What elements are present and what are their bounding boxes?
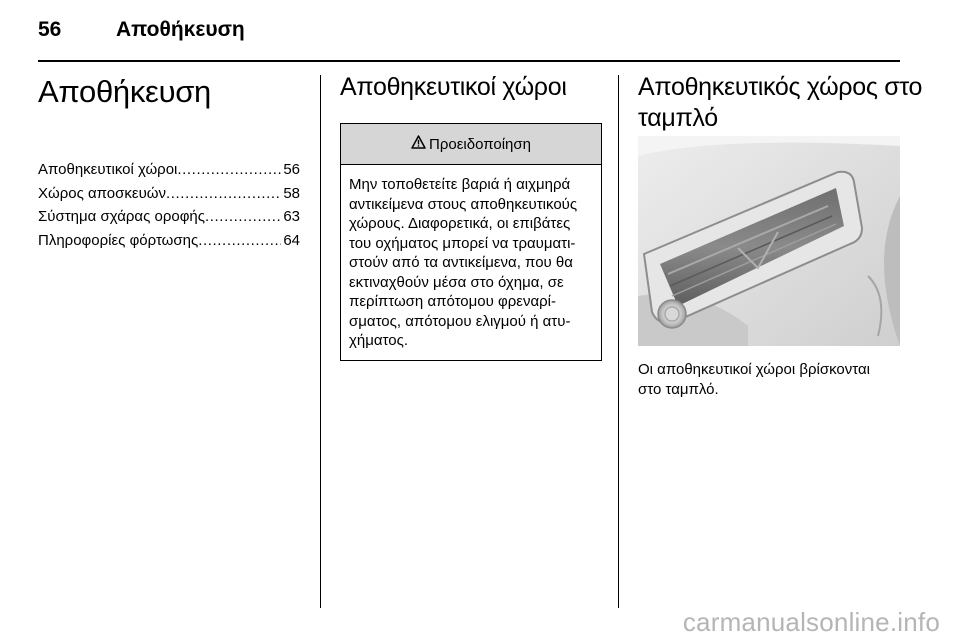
toc-leader-dots [198, 229, 281, 253]
caption-line: Οι αποθηκευτικοί χώροι βρίσκονται [638, 361, 870, 378]
column-3 [638, 72, 923, 398]
warning-line: χήματος. [349, 332, 408, 349]
header-rule [38, 60, 900, 62]
toc-entry[interactable] [38, 229, 300, 253]
warning-header [341, 124, 601, 165]
section-title: Αποθηκευτικοί χώροι [340, 73, 567, 101]
warning-line: σματος, απότομου ελιγμού ή ατυ- [349, 312, 571, 330]
section-title [638, 72, 923, 134]
warning-triangle-icon [411, 135, 426, 153]
page-number: 56 [38, 18, 62, 41]
toc-entry-title: Πληροφορίες φόρτωσης [38, 231, 199, 249]
chapter-title: Αποθήκευση [38, 74, 211, 109]
toc-leader-dots [177, 158, 281, 182]
warning-box [340, 123, 602, 361]
table-of-contents [38, 158, 300, 252]
toc-leader-dots [205, 205, 281, 229]
toc-entry-title: Αποθηκευτικοί χώροι [38, 161, 178, 178]
warning-heading: Προειδοποίηση [429, 135, 531, 153]
toc-entry[interactable] [38, 205, 300, 229]
warning-line: Μην τοποθετείτε βαριά ή αιχμηρά [349, 176, 571, 193]
site-watermark: carmanualsonline.info [682, 607, 940, 637]
toc-entry-title: Χώρος αποσκευών [38, 184, 166, 202]
section-title-line: Αποθηκευτικός χώρος στο [638, 73, 923, 101]
photo-caption [638, 360, 870, 399]
dashboard-storage-photo [638, 136, 900, 346]
toc-entry-title: Σύστημα σχάρας οροφής [38, 208, 205, 225]
toc-entry[interactable] [38, 182, 300, 206]
toc-entry-page: 64 [283, 231, 300, 249]
toc-entry-page: 63 [283, 208, 300, 225]
warning-line: αντικείμενα στους αποθηκευτικούς [349, 195, 578, 213]
warning-line: του οχήματος μπορεί να τραυματι- [349, 234, 576, 252]
column-divider [618, 75, 619, 608]
toc-entry-page: 58 [283, 184, 300, 202]
warning-line: χώρους. Διαφορετικά, οι επιβάτες [349, 215, 571, 232]
toc-entry[interactable] [38, 158, 300, 182]
toc-leader-dots [166, 182, 281, 206]
column-divider [320, 75, 321, 608]
section-title-line: ταμπλό [638, 104, 718, 132]
warning-line: στούν από τα αντικείμενα, που θα [349, 254, 573, 271]
warning-text [341, 165, 601, 360]
warning-line: εκτιναχθούν μέσα στο όχημα, σε [349, 273, 564, 291]
caption-line: στο ταμπλό. [638, 380, 719, 398]
toc-entry-page: 56 [283, 161, 300, 178]
warning-line: περίπτωση απότομου φρεναρί- [349, 293, 556, 310]
column-2 [340, 72, 602, 349]
header-section-title: Αποθήκευση [116, 18, 245, 41]
column-1 [38, 72, 300, 252]
